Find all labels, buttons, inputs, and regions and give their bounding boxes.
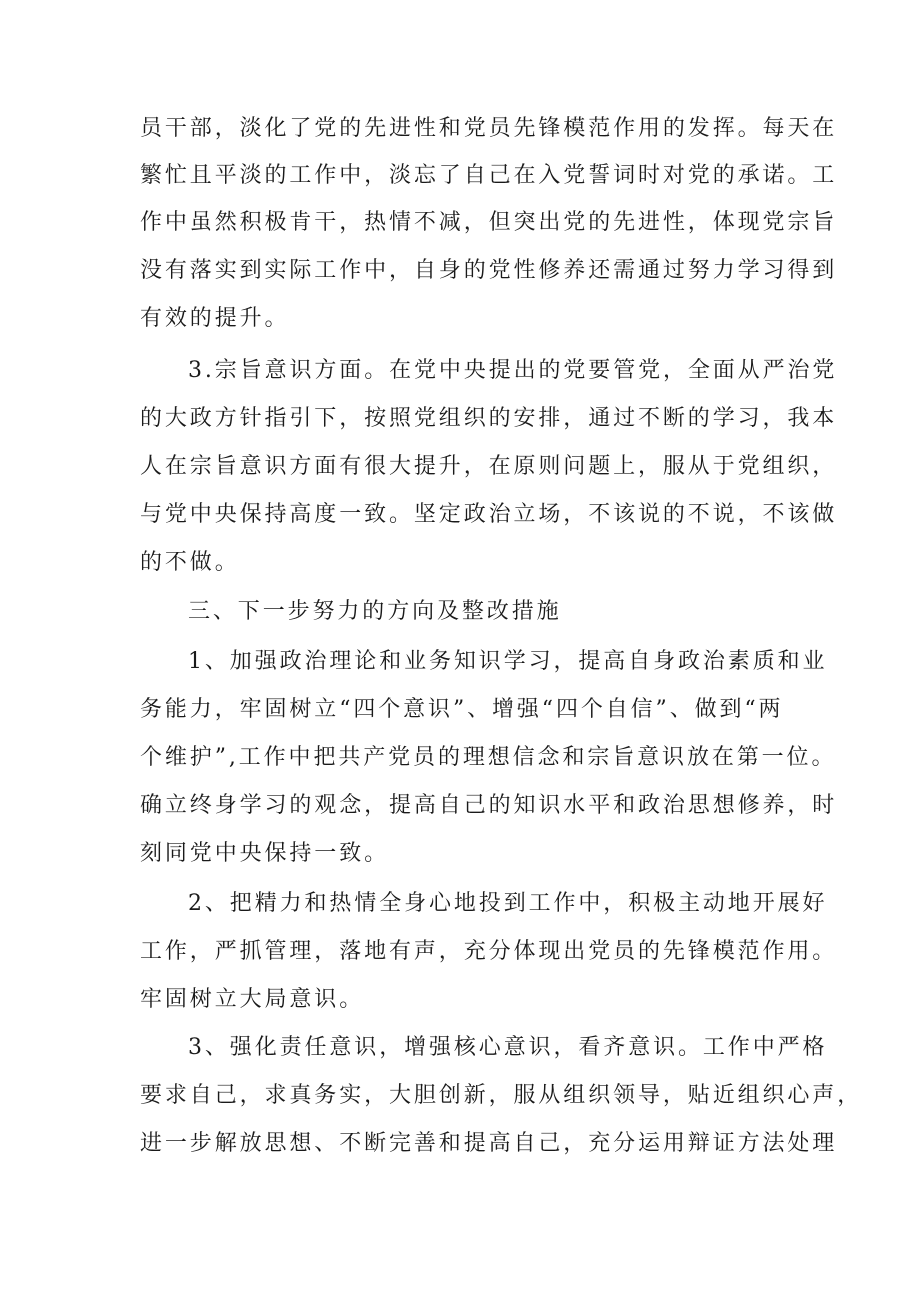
paragraph-line: 3、强化责任意识，增强核心意识，看齐意识。工作中严格: [188, 1035, 828, 1060]
paragraph-line: 2、把精力和热情全身心地投到工作中，积极主动地开展好: [188, 891, 828, 916]
section-heading: 三、下一步努力的方向及整改措施: [188, 599, 562, 624]
paragraph-line: 个维护”,工作中把共产党员的理想信念和宗旨意识放在第一位。: [140, 745, 837, 770]
paragraph-line: 1、加强政治理论和业务知识学习，提高自身政治素质和业: [188, 649, 828, 674]
paragraph-line: 与党中央保持高度一致。坚定政治立场，不该说的不说，不该做: [140, 502, 838, 527]
paragraph-line: 确立终身学习的观念，提高自己的知识水平和政治思想修养，时: [140, 793, 838, 818]
paragraph-line: 务能力，牢固树立“四个意识”、增强“四个自信”、做到“两: [140, 697, 784, 722]
paragraph-line: 作中虽然积极肯干，热情不减，但突出党的先进性，体现党宗旨: [140, 210, 838, 235]
paragraph-line: 牢固树立大局意识。: [140, 987, 365, 1012]
paragraph-line: 没有落实到实际工作中，自身的党性修养还需通过努力学习得到: [140, 258, 838, 283]
paragraph-line: 工作，严抓管理，落地有声，充分体现出党员的先锋模范作用。: [140, 939, 838, 964]
paragraph-line: 有效的提升。: [140, 306, 290, 331]
paragraph-line: 繁忙且平淡的工作中，淡忘了自己在入党誓词时对党的承诺。工: [140, 163, 838, 188]
paragraph-line: 3.宗旨意识方面。在党中央提出的党要管党，全面从严治党: [188, 358, 838, 383]
paragraph-line: 的大政方针指引下，按照党组织的安排，通过不断的学习，我本: [140, 406, 838, 431]
paragraph-line: 人在宗旨意识方面有很大提升，在原则问题上，服从于党组织，: [140, 454, 838, 479]
paragraph-line: 进一步解放思想、不断完善和提高自己，充分运用辩证方法处理: [140, 1131, 838, 1156]
paragraph-line: 的不做。: [140, 550, 240, 575]
paragraph-line: 刻同党中央保持一致。: [140, 841, 390, 866]
paragraph-line: 员干部，淡化了党的先进性和党员先锋模范作用的发挥。每天在: [140, 116, 838, 141]
paragraph-line: 要求自己，求真务实，大胆创新，服从组织领导，贴近组织心声，: [140, 1083, 863, 1108]
